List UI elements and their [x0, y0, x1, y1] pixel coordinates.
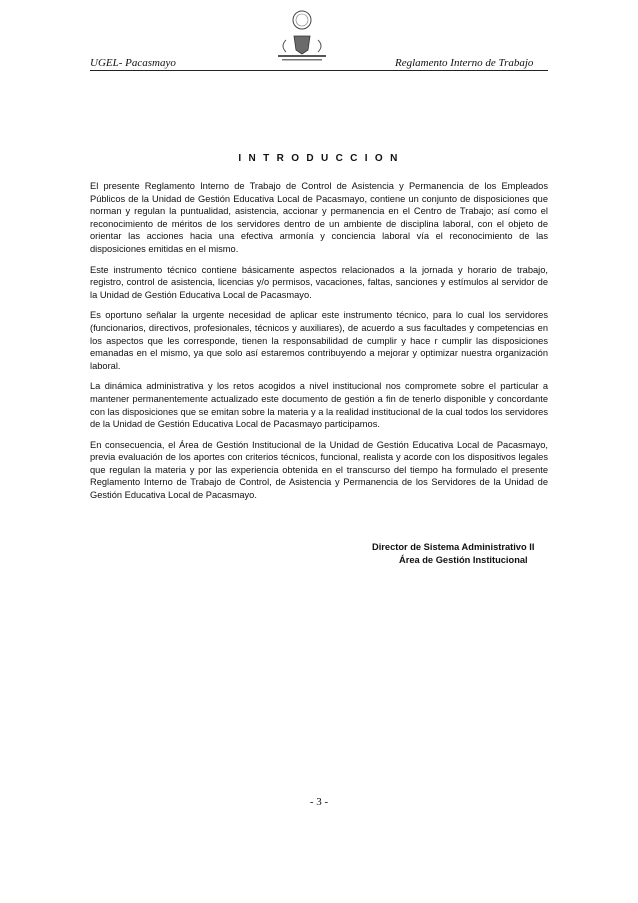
section-title: I N T R O D U C C I O N	[238, 153, 400, 164]
header-left-text: UGEL- Pacasmayo	[90, 57, 176, 69]
institution-seal-icon	[272, 6, 332, 64]
paragraph: En consecuencia, el Área de Gestión Institucional de la Unidad de Gestión Educativa Local de Pacasmayo, previa evaluación de los aportes con criterios técnicos, funcional, realista y acorde con los dispositivos legales que regulan la materia y por las experiencia obtenida en el transcurso del tiempo ha formulado el presente Reglamento Interno de Trabajo de Control, de Asistencia y Permanencia de los Servidores de la Unidad de Gestión Educativa Local de Pacasmayo.	[90, 439, 548, 501]
paragraph: Este instrumento técnico contiene básicamente aspectos relacionados a la jornada y horario de trabajo, registro, control de asistencia, licencias y/o permisos, vacaciones, faltas, sanciones y estímulos al servidor de la Unidad de Gestión Educativa Local de Pacasmayo.	[90, 264, 548, 300]
body-text	[90, 180, 548, 510]
signature-block	[372, 541, 572, 566]
header-right-text: Reglamento Interno de Trabajo	[395, 57, 534, 69]
page-number: - 3 -	[309, 796, 329, 808]
paragraph: La dinámica administrativa y los retos acogidos a nivel institucional nos compromete sobre el particular a mantener permanentemente actualizado este documento de gestión a fin de tenerlo disponible y concordante con las disposiciones que se emitan sobre la materia y a la realidad institucional de la cual todos los servidores de la Unidad de Gestión Educativa Local de Pacasmayo participamos.	[90, 381, 548, 430]
paragraph: Es oportuno señalar la urgente necesidad de aplicar este instrumento técnico, para lo cual los servidores (funcionarios, directivos, profesionales, técnicos y auxiliares), de acuerdo a sus facultades y competencias en los aspectos que les corresponde, tienen la responsabilidad de cumplir y hace r cumplir las disposiciones emanadas en el mismo, ya que solo así estaremos contribuyendo a mejorar y optimizar nuestra organización laboral.	[90, 310, 548, 371]
paragraph: El presente Reglamento Interno de Trabajo de Control de Asistencia y Permanencia de los Empleados Públicos de la Unidad de Gestión Educativa Local de Pacasmayo, contiene un conjunto de disposiciones que norman y regulan la puntualidad, asistencia, accionar y permanencia en el Centro de Trabajo; así como el reconocimiento de méritos de los servidores dentro de un ambiente de disciplina laboral, con el objeto de orientar las acciones hacia una efectiva armonía y conciencia laboral vía el reconocimiento de las disposiciones emitidas en el mismo.	[90, 181, 548, 254]
signature-line-area: Área de Gestión Institucional	[399, 554, 528, 565]
header-divider	[90, 70, 548, 71]
signature-line-title: Director de Sistema Administrativo II	[372, 542, 535, 552]
